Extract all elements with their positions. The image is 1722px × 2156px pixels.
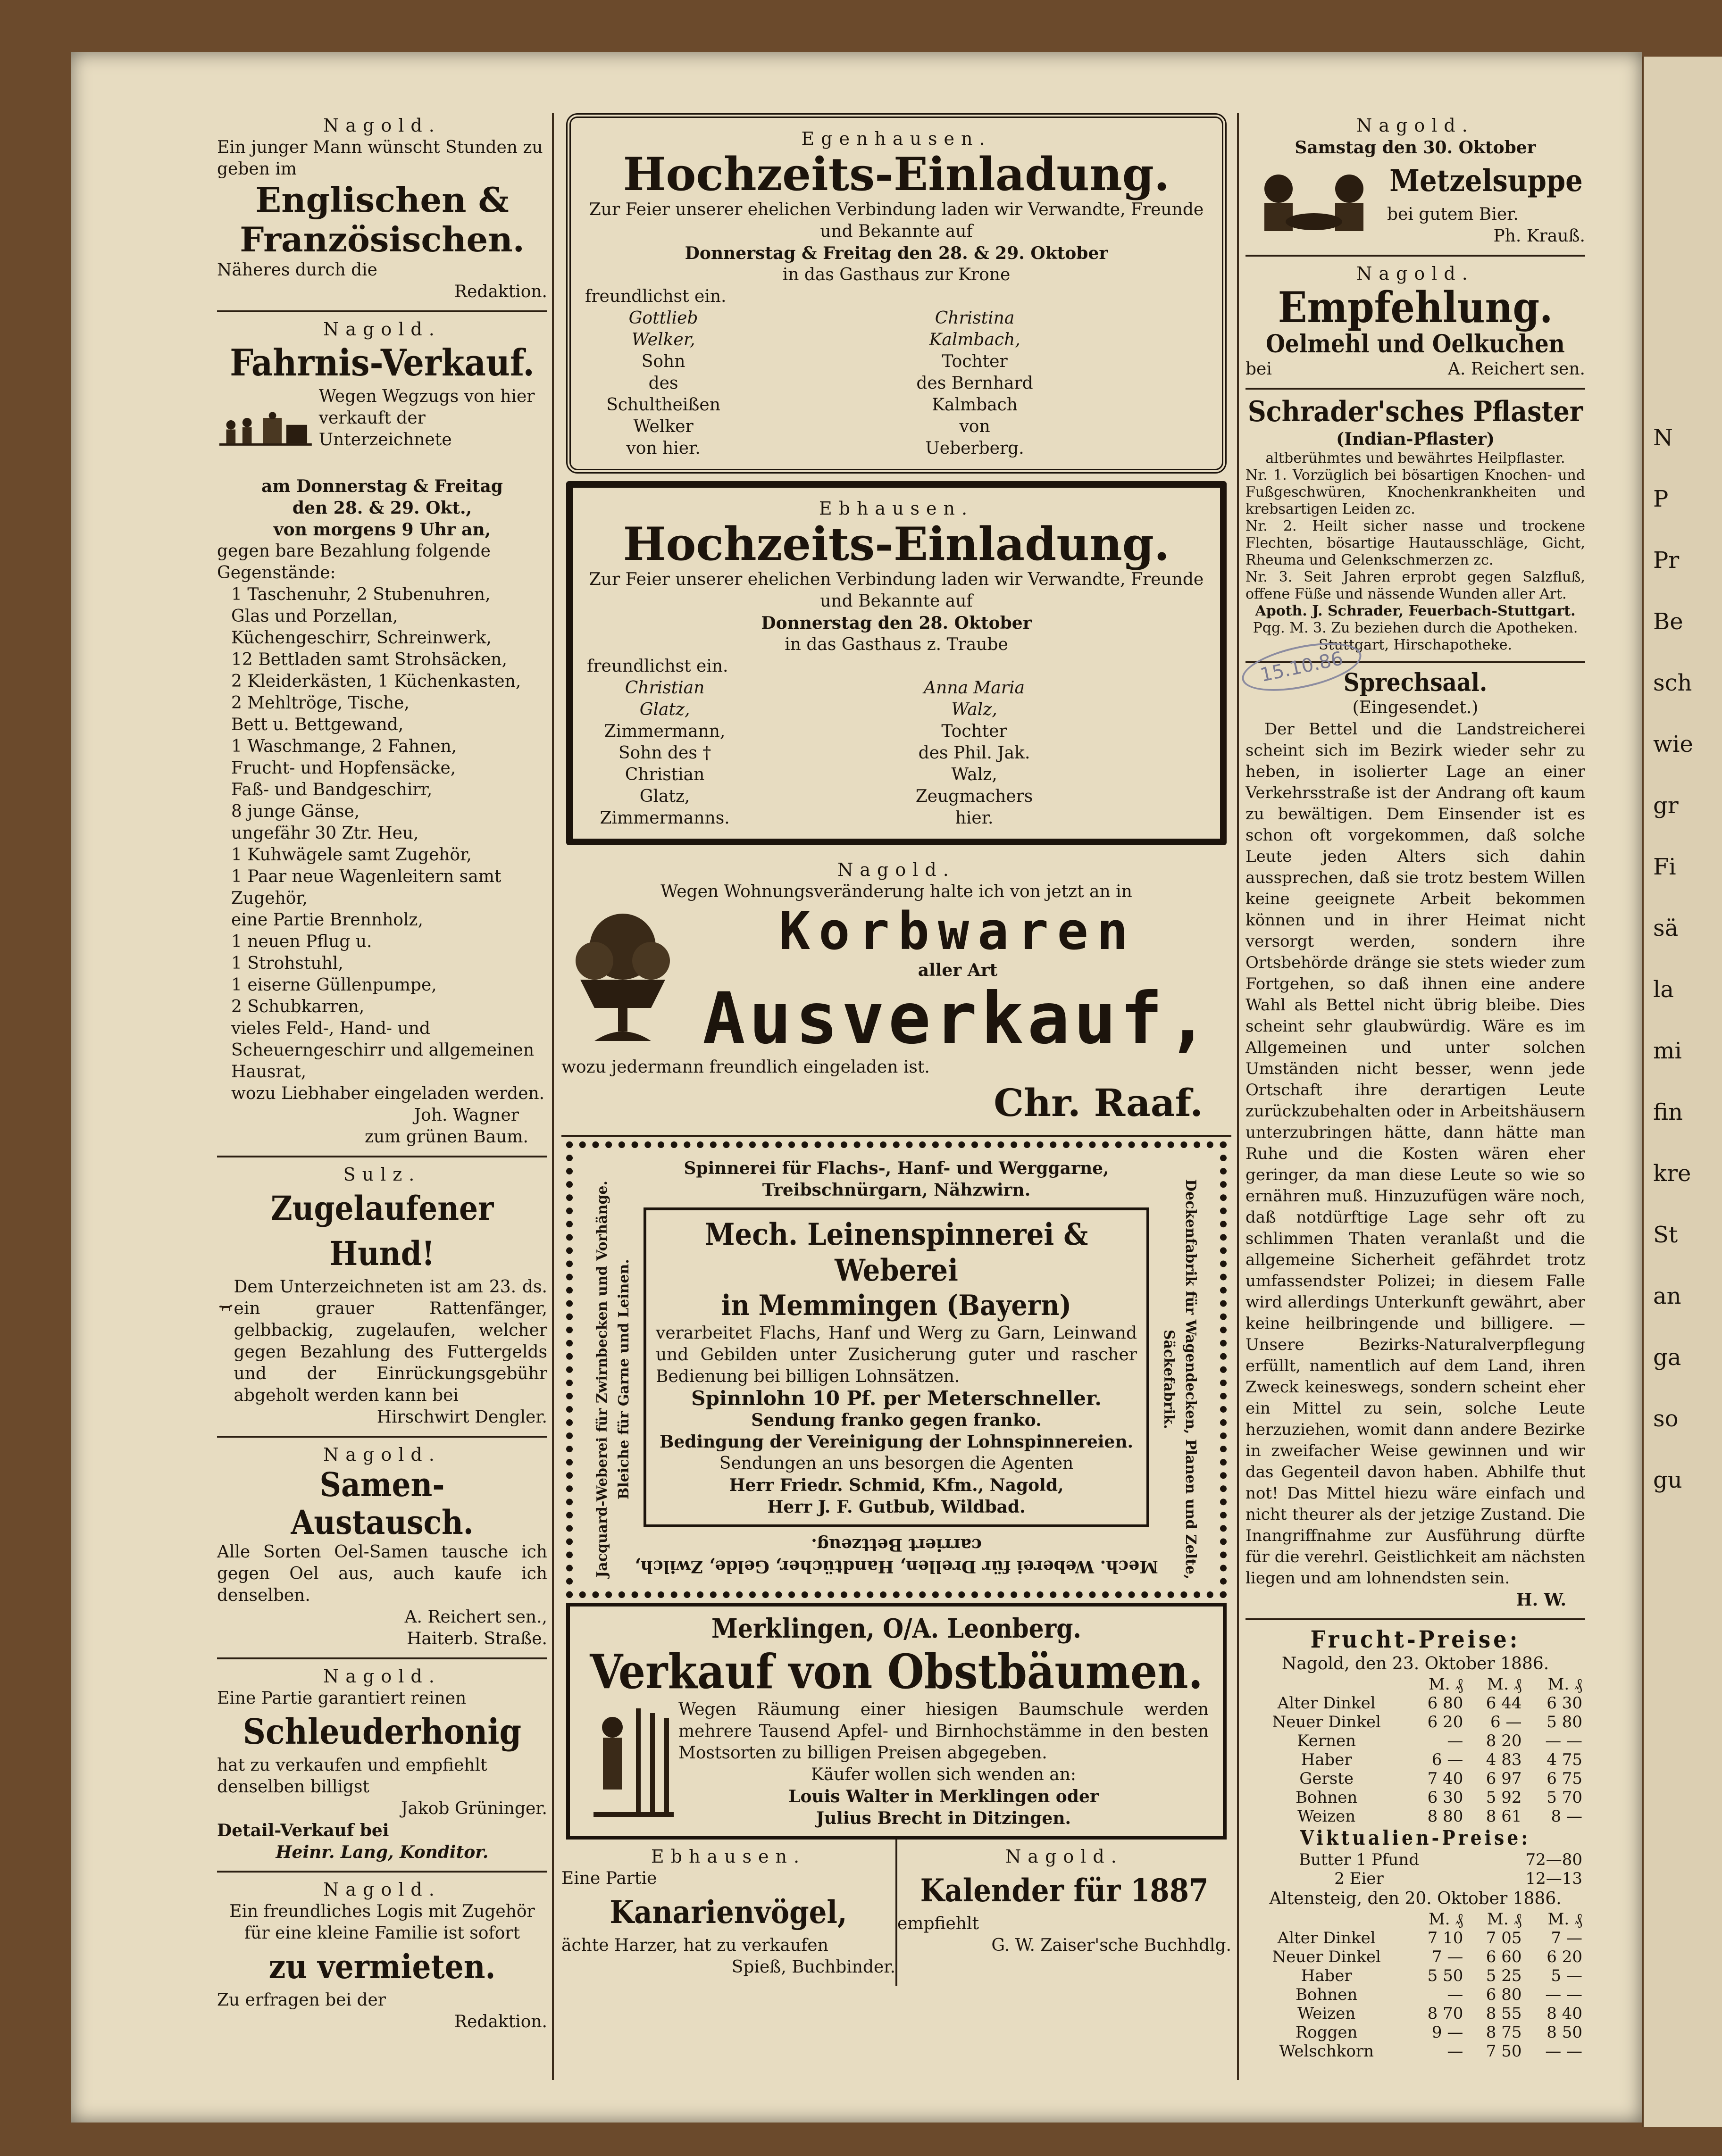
price-cell: 8 50 xyxy=(1546,2023,1582,2042)
place-name: Nagold. xyxy=(837,859,955,880)
ad-fruit-trees xyxy=(566,1603,1227,1840)
ad-text: Wegen Wegzugs von hier verkauft der Unterzeichnete xyxy=(318,387,535,450)
commodity-name: 2 Eier xyxy=(1334,1869,1384,1888)
price-cell: 6 20 xyxy=(1427,1713,1463,1731)
bride-line: Tochter xyxy=(941,722,1007,741)
price-cell: 8 40 xyxy=(1546,2004,1582,2023)
ad-title: Korbwaren xyxy=(778,901,1137,961)
column-header: M. ₰ xyxy=(1487,1910,1522,1929)
commodity-name: Haber xyxy=(1301,1750,1352,1769)
victuals-price-table xyxy=(1246,1850,1585,1888)
ad-title: Austausch. xyxy=(291,1503,474,1542)
ad-signature: A. Reichert sen., xyxy=(404,1607,547,1627)
ad-text: Ein junger Mann wünscht Stunden zu geben im xyxy=(217,138,543,179)
sale-item: Frucht- und Hopfensäcke, xyxy=(231,758,456,778)
ad-title: Hochzeits-Einladung. xyxy=(623,517,1170,571)
place-name: Nagold. xyxy=(1356,115,1474,136)
agent-name: Herr J. F. Gutbub, Wildbad. xyxy=(767,1497,1026,1517)
adjacent-page-fragment: St xyxy=(1653,1222,1678,1248)
ad-title: Kalender für 1887 xyxy=(920,1872,1209,1909)
price-cell: 6 20 xyxy=(1546,1948,1582,1966)
ad-text: Heinr. Lang, Konditor. xyxy=(276,1842,489,1862)
price-cell: 7 — xyxy=(1551,1929,1582,1948)
adjacent-page-fragment: kre xyxy=(1653,1160,1691,1187)
commodity-name: Butter 1 Pfund xyxy=(1299,1850,1419,1869)
price-cell: 8 61 xyxy=(1486,1807,1522,1826)
ad-text: Näheres durch die xyxy=(217,260,377,280)
price-cell: 4 75 xyxy=(1546,1750,1582,1769)
groom-line: Sohn xyxy=(641,352,685,371)
ad-title: Ausverkauf, xyxy=(702,978,1213,1060)
adjacent-page-fragment: wie xyxy=(1653,731,1693,758)
place-name: Ebhausen. xyxy=(819,498,974,519)
price-cell: — — xyxy=(1545,1985,1582,2004)
place-name: Nagold. xyxy=(323,1444,441,1465)
ad-text: bei gutem Bier. xyxy=(1387,205,1519,224)
sale-item: 2 Schubkarren, xyxy=(231,997,365,1016)
table-row xyxy=(1246,1948,1585,1966)
ad-subtitle: (Indian-Pflaster) xyxy=(1336,429,1495,449)
groom-block xyxy=(599,677,884,829)
ad-signature: A. Reichert sen. xyxy=(1448,359,1585,379)
ad-text: ächte Harzer, hat zu verkaufen xyxy=(561,1936,828,1955)
ad-honey xyxy=(217,1659,547,1873)
sale-date: den 28. & 29. Okt., xyxy=(292,498,472,518)
bride-line: Tochter xyxy=(942,352,1008,371)
price-cell: 4 83 xyxy=(1486,1750,1522,1769)
sale-item: 1 Paar neue Wagenleitern samt Zugehör, xyxy=(231,867,502,908)
adjacent-page-edge xyxy=(1642,57,1722,2127)
commodity-name: Weizen xyxy=(1297,1807,1356,1826)
venue: in das Gasthaus z. Traube xyxy=(785,635,1008,654)
ad-title: Fahrnis-Verkauf. xyxy=(230,341,535,384)
sale-item: Küchengeschirr, Schreinwerk, xyxy=(231,628,492,648)
bride-name: Anna Maria Walz, xyxy=(924,678,1025,719)
ad-text: Nr. 3. Seit Jahren erprobt gegen Salzfluß, offene Füße und nässende Wunden aller Art. xyxy=(1246,569,1585,602)
table-row xyxy=(1246,1788,1585,1807)
column-header: M. ₰ xyxy=(1487,1675,1522,1694)
event-date: Donnerstag & Freitag den 28. & 29. Oktober xyxy=(685,243,1108,263)
ad-text: Zur Feier unserer ehelichen Verbindung laden wir Verwandte, Freunde und Bekannte auf xyxy=(589,570,1204,611)
ad-text: hat zu verkaufen und empfiehlt denselben billigst xyxy=(217,1756,487,1797)
ad-title: Verkauf von Obstbäumen. xyxy=(590,1644,1203,1699)
price-cell: 8 55 xyxy=(1486,2004,1522,2023)
price-cell: 6 80 xyxy=(1486,1985,1522,2004)
commodity-name: Welschkorn xyxy=(1279,2042,1374,2061)
column-header: M. ₰ xyxy=(1547,1675,1582,1694)
date-stamp: 15.10.86 xyxy=(1238,634,1366,700)
price-cell: 7 50 xyxy=(1486,2042,1522,2061)
sale-item: 1 neuen Pflug u. xyxy=(231,932,372,951)
ad-text: Alle Sorten Oel-Samen tausche ich gegen Oel aus, auch kaufe ich denselben. xyxy=(217,1542,547,1605)
ad-text: Zu erfragen bei der xyxy=(217,1990,386,2010)
commodity-name: Bohnen xyxy=(1296,1788,1358,1807)
groom-block xyxy=(597,308,884,459)
article-signature: H. W. xyxy=(1516,1590,1566,1610)
price-note: Spinnlohn 10 Pf. per Meterschneller. xyxy=(691,1387,1102,1410)
ad-title: Empfehlung. xyxy=(1278,283,1553,333)
column-rule xyxy=(552,113,554,2080)
wedding-invitation-egenhausen xyxy=(566,113,1227,474)
price-cell: — xyxy=(1447,1985,1463,2004)
ad-language-lessons xyxy=(217,108,547,312)
ad-canaries xyxy=(561,1840,897,1986)
ad-text: freundlichst ein. xyxy=(587,657,728,676)
ad-basketware xyxy=(561,853,1231,1137)
adjacent-page-fragment: la xyxy=(1653,976,1674,1003)
adjacent-page-fragment: fin xyxy=(1653,1099,1683,1125)
ad-title: Mech. Leinenspinnerei & Weberei xyxy=(704,1217,1088,1288)
ad-text: Sendungen an uns besorgen die Agenten xyxy=(719,1454,1074,1473)
mill-services-left: Jacquard-Weberei für Zwirnbecken und Vorhänge. Bleiche für Garne und Leinen. xyxy=(594,1181,632,1578)
price-cell: 6 44 xyxy=(1486,1694,1522,1713)
price-cell: — xyxy=(1447,1731,1463,1750)
price-cell: 7 40 xyxy=(1427,1769,1463,1788)
commodity-name: Alter Dinkel xyxy=(1277,1694,1376,1713)
commodity-name: Haber xyxy=(1301,1966,1352,1985)
ad-text: Eine Partie xyxy=(561,1869,657,1888)
table-row xyxy=(1246,1985,1585,2004)
price-cell: 6 75 xyxy=(1546,1769,1582,1788)
table-row xyxy=(1246,1869,1585,1888)
price-cell: 6 30 xyxy=(1546,1694,1582,1713)
sale-date: am Donnerstag & Freitag xyxy=(261,476,503,496)
ad-title: zu vermieten. xyxy=(268,1947,496,1986)
place-name: Nagold. xyxy=(323,1879,441,1900)
place-name: Nagold. xyxy=(323,319,441,340)
ad-signature: Redaktion. xyxy=(454,2012,547,2031)
sale-item: Faß- und Bandgeschirr, xyxy=(231,780,433,799)
event-date: Samstag den 30. Oktober xyxy=(1295,138,1536,158)
feasting-figures-icon xyxy=(1246,165,1387,241)
ad-title: Hochzeits-Einladung. xyxy=(623,148,1170,201)
grain-price-table-altensteig xyxy=(1246,1910,1585,2061)
ad-text: Käufer wollen sich wenden an: xyxy=(811,1765,1077,1784)
ad-signature: Spieß, Buchbinder. xyxy=(731,1957,895,1977)
ad-text: Pqg. M. 3. Zu beziehen durch die Apotheken. xyxy=(1253,620,1578,636)
column-header: M. ₰ xyxy=(1547,1910,1582,1929)
ad-text: verarbeitet Flachs, Hanf und Werg zu Garn, Leinwand und Gebilden unter Zusicherung guter und rascher Bedienung bei billigen Lohnsätzen. xyxy=(656,1324,1137,1386)
price-cell: 8 — xyxy=(1551,1807,1582,1826)
ad-text: Nr. 2. Heilt sicher nasse und trockene Flechten, bösartige Hautausschläge, Gicht, Rheuma und Gelenkschmerzen zc. xyxy=(1246,518,1585,568)
price-cell: 8 20 xyxy=(1486,1731,1522,1750)
ad-text: Detail-Verkauf bei xyxy=(217,1821,389,1840)
bride-line: des Phil. Jak. Walz, xyxy=(918,743,1030,784)
price-cell: 9 — xyxy=(1431,2023,1463,2042)
ad-text: Sendung franko gegen franko. xyxy=(751,1410,1042,1430)
price-cell: 12—13 xyxy=(1525,1869,1582,1888)
ad-text: Wegen Wohnungsveränderung halte ich von jetzt an in xyxy=(660,882,1132,901)
groom-name: Gottlieb Welker, xyxy=(628,308,698,350)
ad-text: wozu jedermann freundlich eingeladen ist. xyxy=(561,1057,930,1077)
table-row xyxy=(1246,1966,1585,1985)
bride-name: Christina Kalmbach, xyxy=(929,308,1020,350)
ad-text: Bedingung der Vereinigung der Lohnspinnereien. xyxy=(659,1432,1134,1452)
price-cell: — xyxy=(1447,2042,1463,2061)
price-cell: 5 80 xyxy=(1546,1713,1582,1731)
column-rule xyxy=(1237,113,1239,2080)
ad-oilcake xyxy=(1246,257,1585,390)
bride-block xyxy=(909,677,1194,829)
gardener-trees-icon xyxy=(584,1699,678,1822)
price-cell: 72—80 xyxy=(1525,1850,1582,1869)
venue: in das Gasthaus zur Krone xyxy=(782,265,1011,284)
table-row xyxy=(1246,1850,1585,1869)
ad-estate-sale xyxy=(217,312,547,1157)
ad-title: Zugelaufener Hund! xyxy=(270,1189,494,1273)
column-header: M. ₰ xyxy=(1428,1910,1463,1929)
sale-item: 2 Kleiderkästen, 1 Küchenkasten, xyxy=(231,672,521,691)
prices-title: Viktualien-Preise: xyxy=(1300,1826,1531,1849)
adjacent-page-fragment: Be xyxy=(1653,608,1683,635)
price-cell: 7 10 xyxy=(1427,1929,1463,1948)
article-subtitle: (Eingesendet.) xyxy=(1352,698,1479,717)
price-cell: 6 — xyxy=(1431,1750,1463,1769)
ad-signature: Jakob Grüninger. xyxy=(401,1799,547,1818)
sale-item: 2 Mehltröge, Tische, xyxy=(231,693,410,713)
article-title: Sprechsaal. xyxy=(1343,668,1488,697)
sale-item: 1 Waschmange, 2 Fahnen, xyxy=(231,737,457,756)
agent-name: Herr Friedr. Schmid, Kfm., Nagold, xyxy=(729,1475,1064,1495)
commodity-name: Gerste xyxy=(1299,1769,1354,1788)
contact-name: Louis Walter in Merklingen oder xyxy=(788,1787,1099,1806)
sale-time: von morgens 9 Uhr an, xyxy=(273,520,491,540)
table-row xyxy=(1246,1769,1585,1788)
groom-line: Sohn des † Christian Glatz, xyxy=(618,743,711,806)
adjacent-page-fragment: ga xyxy=(1653,1344,1681,1371)
sale-item: vieles Feld-, Hand- und Scheuerngeschirr und allgemeinen Hausrat, xyxy=(231,1019,535,1082)
column-header: M. ₰ xyxy=(1428,1675,1463,1694)
price-cell: 6 60 xyxy=(1486,1948,1522,1966)
ad-text: Wegen Räumung einer hiesigen Baumschule werden mehrere Tausend Apfel- und Birnhochstämme in den besten Mostsorten zu billigen Preisen abgegeben. xyxy=(678,1700,1209,1763)
ad-lodging xyxy=(217,1873,547,2040)
groom-line: des Schultheißen Welker xyxy=(606,374,720,436)
bride-line: von Ueberberg. xyxy=(925,417,1024,458)
sale-item: ungefähr 30 Ztr. Heu, xyxy=(231,824,419,843)
sale-item: Glas und Porzellan, xyxy=(231,607,398,626)
place-name: Nagold. xyxy=(323,115,441,136)
ad-text: Zur Feier unserer ehelichen Verbindung laden wir Verwandte, Freunde und Bekannte auf xyxy=(589,200,1204,241)
table-row xyxy=(1246,2042,1585,2061)
groom-line: Zimmermann, xyxy=(604,722,726,741)
commodity-name: Weizen xyxy=(1297,2004,1356,2023)
ad-signature: G. W. Zaiser'sche Buchhdlg. xyxy=(991,1936,1231,1955)
ad-text: bei xyxy=(1246,359,1272,379)
ad-calendar xyxy=(897,1840,1231,1986)
price-cell: — — xyxy=(1545,2042,1582,2061)
commodity-name: Alter Dinkel xyxy=(1277,1929,1376,1948)
table-row xyxy=(1246,1807,1585,1826)
adjacent-page-fragment: gr xyxy=(1653,792,1679,819)
commodity-name: Neuer Dinkel xyxy=(1272,1713,1381,1731)
adjacent-page-fragment: P xyxy=(1653,486,1669,512)
ad-signature: Haiterb. Straße. xyxy=(407,1629,547,1648)
price-cell: 6 80 xyxy=(1427,1694,1463,1713)
ad-title: in Memmingen (Bayern) xyxy=(721,1289,1071,1322)
bride-block xyxy=(909,308,1195,459)
ad-text: Eine Partie garantiert reinen xyxy=(217,1689,467,1708)
sale-item: 8 junge Gänse, xyxy=(231,802,360,821)
ad-signature: Chr. Raaf. xyxy=(994,1081,1203,1125)
article-body: Der Bettel und die Landstreicherei scheint sich im Bezirk wieder sehr zu heben, in isolierter Lage an einer Verkehrsstraße ist der Andrang oft kaum zu bewältigen. Dem Einsender ist es schon oft vorgekommen, daß solche Leute jeden Alters sich dahin aussprechen, daß sie trotz bestem Willen keine geeignete Arbeit bekommen können und in ihrer Heimat nicht versorgt werden, sondern ihre Ortsbehörde dränge sie stets wieder zum Fortgehen, so daß ihnen eine andere Wahl als Bettel nicht übrig bleibe. Dies scheint sehr glaubwürdig. Wäre es im Allgemeinen und unter solchen Umständen nicht besser, wenn jede Ortschaft ihre derartigen Leute zurückzubehalten oder in Arbeitshäusern unterzubringen hätte, dann hätte man Ruhe und die Kosten wären eher geringer, da man diese Leute so wie so ernähren muß. Hinzuzufügen wäre noch, daß notdürftige Lage sehr oft zu schlimmen Thaten veranlaßt und die allgemeine Sicherheit gefährdet trotz umfassendster Polizei; in diesem Falle wird allerdings Unterkunft gewährt, aber keine heilbringende und billigere. — Unsere Bezirks-Naturalverpflegung erfüllt, namentlich auf dem Land, ihren Zweck keineswegs, sondern scheint eher ein Mittel zu sein, solche Leute herzuziehen, womit dann andere Bezirke in zweifacher Weise gewinnen und wir das Gegenteil davon haben. Abhilfe thut not! Das Mittel hiezu wäre einfach und nicht theurer als der jetzige Zustand. Die Inangriffnahme zur Ausführung dürfte für die verehrl. Geistlichkeit am nächsten liegen und am lohnendsten sein. xyxy=(1246,720,1585,1588)
place-name: Nagold. xyxy=(1356,263,1474,284)
event-date: Donnerstag den 28. Oktober xyxy=(761,613,1032,633)
adjacent-page-fragment: Pr xyxy=(1653,547,1680,574)
ad-linen-mill xyxy=(566,1141,1227,1598)
ad-metzelsuppe xyxy=(1246,108,1585,257)
grain-price-table-nagold xyxy=(1246,1675,1585,1826)
ad-title: Metzelsuppe xyxy=(1389,163,1583,199)
price-cell: 5 70 xyxy=(1546,1788,1582,1807)
ad-subtitle: Oelmehl und Oelkuchen xyxy=(1266,330,1565,358)
ad-title: Samen- xyxy=(319,1465,445,1504)
ad-text: Ein freundliches Logis mit Zugehör für eine kleine Familie ist sofort xyxy=(229,1902,535,1943)
sale-item: 12 Bettladen samt Strohsäcken, xyxy=(231,650,507,669)
ad-text: altberühmtes und bewährtes Heilpflaster. xyxy=(1265,450,1565,466)
ad-title: Schrader'sches Pflaster xyxy=(1247,395,1583,428)
table-row xyxy=(1246,1929,1585,1948)
column-2 xyxy=(561,108,1231,1986)
adjacent-page-fragment: sä xyxy=(1653,915,1679,941)
dog-icon xyxy=(217,1276,234,1338)
price-cell: 6 30 xyxy=(1427,1788,1463,1807)
place-name: Sulz. xyxy=(343,1164,421,1185)
price-cell: 5 50 xyxy=(1427,1966,1463,1985)
flower-basket-icon xyxy=(561,909,684,1050)
table-row xyxy=(1246,2004,1585,2023)
adjacent-page-fragment: Fi xyxy=(1653,854,1676,880)
ad-text: Dem Unterzeichneten ist am 23. ds. ein grauer Rattenfänger, gelbbackig, zugelaufen, welcher gegen Bezahlung des Futtergelds und der Einrückungsgebühr abgeholt werden kann bei xyxy=(234,1277,547,1405)
price-cell: — — xyxy=(1545,1731,1582,1750)
column-3 xyxy=(1246,108,1585,2068)
place-name: Egenhausen. xyxy=(801,128,992,149)
mill-services-bottom: Mech. Weberei für Drellen, Handtücher, Gelde, Zwilch, carriert Bettzeug. xyxy=(635,1535,1158,1576)
sale-item: 1 Kuhwägele samt Zugehör, xyxy=(231,845,472,865)
ad-lost-dog xyxy=(217,1157,547,1438)
contact-name: Julius Brecht in Ditzingen. xyxy=(816,1808,1071,1828)
price-cell: 5 25 xyxy=(1486,1966,1522,1985)
price-cell: 8 80 xyxy=(1427,1807,1463,1826)
place-name: Ebhausen. xyxy=(651,1846,806,1867)
price-cell: 7 05 xyxy=(1486,1929,1522,1948)
wedding-invitation-ebhausen xyxy=(566,481,1227,845)
commodity-name: Kernen xyxy=(1297,1731,1356,1750)
price-cell: 7 — xyxy=(1431,1948,1463,1966)
price-cell: 5 — xyxy=(1551,1966,1582,1985)
ad-title: Merklingen, O/A. Leonberg. xyxy=(711,1613,1081,1644)
table-row xyxy=(1246,1694,1585,1713)
groom-line: von hier. xyxy=(626,439,701,458)
commodity-name: Neuer Dinkel xyxy=(1272,1948,1381,1966)
adjacent-page-fragment: so xyxy=(1653,1406,1679,1432)
ad-title: Französischen. xyxy=(240,219,525,259)
ad-text: Stuttgart, Hirschapotheke. xyxy=(1319,637,1512,653)
article-sprechsaal xyxy=(1246,663,1585,1620)
adjacent-page-fragment: gu xyxy=(1653,1467,1682,1493)
adjacent-page-fragment: sch xyxy=(1653,670,1692,696)
market-prices xyxy=(1246,1620,1585,2068)
groom-line: Zimmermanns. xyxy=(600,808,730,828)
ad-signature: Ph. Krauß. xyxy=(1493,226,1585,246)
ad-signature: Hirschwirt Dengler. xyxy=(376,1407,547,1427)
ad-title: Schleuderhonig xyxy=(242,1712,522,1752)
ad-text: Apoth. J. Schrader, Feuerbach-Stuttgart. xyxy=(1255,603,1576,619)
mill-services-right: Deckenfabrik für Wagendecken, Planen und Zelte, Säckefabrik. xyxy=(1161,1179,1199,1580)
commodity-name: Roggen xyxy=(1295,2023,1358,2042)
ad-text: empfiehlt xyxy=(897,1914,979,1933)
sale-item: eine Partie Brennholz, xyxy=(231,910,423,930)
price-cell: 8 75 xyxy=(1486,2023,1522,2042)
prices-title: Frucht-Preise: xyxy=(1310,1625,1521,1653)
ad-seed-exchange xyxy=(217,1438,547,1659)
ad-text: gegen bare Bezahlung folgende Gegenstände: xyxy=(217,541,491,583)
ad-title: Kanarienvögel, xyxy=(610,1894,847,1931)
sale-item: 1 Strohstuhl, xyxy=(231,954,343,973)
ad-schrader-plaster xyxy=(1246,390,1585,663)
adjacent-page-fragment: an xyxy=(1653,1283,1681,1309)
sale-item: 1 eiserne Güllenpumpe, xyxy=(231,975,437,995)
commodity-name: Bohnen xyxy=(1296,1985,1358,2004)
column-1 xyxy=(217,108,547,2040)
price-cell: 5 92 xyxy=(1486,1788,1522,1807)
sale-item: Bett u. Bettgewand, xyxy=(231,715,404,734)
ad-subtitle: aller Art xyxy=(918,960,998,980)
ad-title: Englischen & xyxy=(255,180,509,220)
auction-illustration-icon xyxy=(217,386,314,475)
ad-signature: Joh. Wagner xyxy=(414,1106,519,1125)
prices-dateline: Altensteig, den 20. Oktober 1886. xyxy=(1269,1889,1562,1908)
sale-item-list xyxy=(217,584,547,1105)
table-row xyxy=(1246,2023,1585,2042)
adjacent-page-fragment: N xyxy=(1653,425,1673,451)
groom-name: Christian Glatz, xyxy=(625,678,705,719)
bride-line: des Bernhard Kalmbach xyxy=(916,374,1033,415)
ad-signature: zum grünen Baum. xyxy=(365,1127,528,1147)
table-row xyxy=(1246,1731,1585,1750)
table-row xyxy=(1246,1750,1585,1769)
sale-item: 1 Taschenuhr, 2 Stubenuhren, xyxy=(231,585,491,604)
table-row xyxy=(1246,1713,1585,1731)
ad-text: Nr. 1. Vorzüglich bei bösartigen Knochen- und Fußgeschwüren, Knochenkrankheiten und krebsartigen Leiden zc. xyxy=(1246,467,1585,517)
price-cell: 6 97 xyxy=(1486,1769,1522,1788)
ad-text: freundlichst ein. xyxy=(585,287,727,306)
prices-dateline: Nagold, den 23. Oktober 1886. xyxy=(1281,1654,1549,1673)
place-name: Nagold. xyxy=(323,1666,441,1687)
price-cell: 8 70 xyxy=(1427,2004,1463,2023)
price-cell: 6 — xyxy=(1490,1713,1522,1731)
ad-signature: Redaktion. xyxy=(454,282,547,301)
bride-line: Zeugmachers hier. xyxy=(915,787,1033,828)
adjacent-page-fragment: mi xyxy=(1653,1038,1682,1064)
place-name: Nagold. xyxy=(1005,1846,1123,1867)
mill-services-top: Spinnerei für Flachs-, Hanf- und Werggarne, Treibschnürgarn, Nähzwirn. xyxy=(684,1158,1109,1200)
sale-item: wozu Liebhaber eingeladen werden. xyxy=(231,1084,545,1103)
